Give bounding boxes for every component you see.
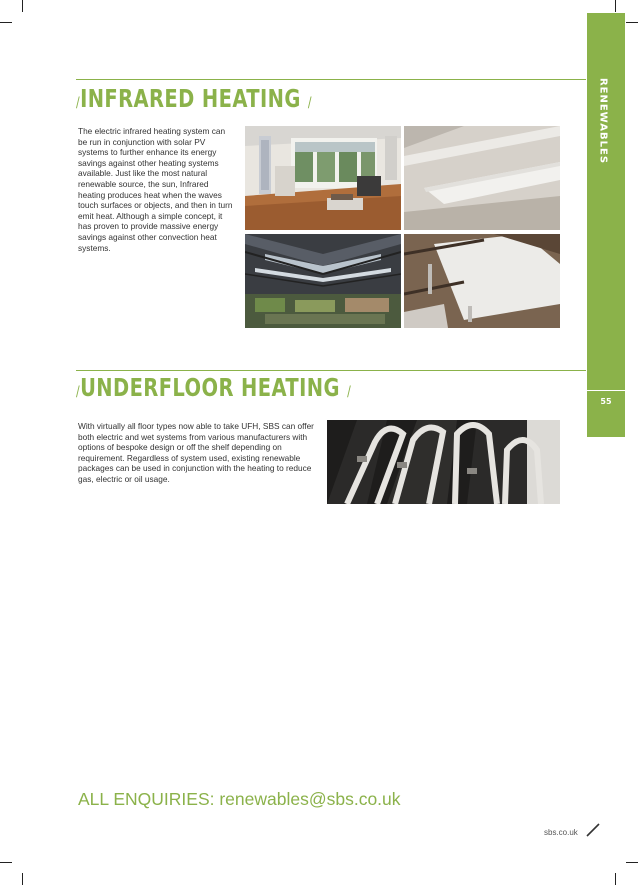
footer-slash-icon [585, 822, 601, 838]
heading-slash-left: / [76, 95, 81, 111]
infrared-ceiling-closeup-photo [404, 234, 560, 328]
crop-mark [615, 873, 616, 885]
infrared-heading [76, 84, 312, 113]
underfloor-pipe-photo [327, 420, 560, 504]
underfloor-heading-text: UNDERFLOOR HEATING [80, 373, 340, 402]
infrared-heading-text: INFRARED HEATING [80, 84, 301, 113]
infrared-ceiling-panel-photo [404, 126, 560, 230]
crop-mark [615, 0, 616, 12]
section-tab-label: RENEWABLES [597, 77, 609, 165]
crop-mark [626, 862, 638, 863]
infrared-conservatory-photo [245, 126, 401, 230]
footer-website: sbs.co.uk [544, 828, 578, 837]
infrared-body-text: The electric infrared heating system can be run in conjunction with solar PV systems to further enhance its energy savings against other heating systems available. Just like the most natural renewable source, the sun, Infrared heating produces heat when the waves touch surfaces or objects, and then in turn emit heat. Although a simple concept, it has proven to provide massive energy savings against other convection heat systems. [78, 126, 233, 253]
infrared-greenhouse-photo [245, 234, 401, 328]
underfloor-heading [76, 373, 351, 402]
crop-mark [22, 0, 23, 12]
underfloor-body-text: With virtually all floor types now able to take UFH, SBS can offer both electric and wet systems from various manufacturers with options of bespoke design or off the shelf depending on requirement. Regardless of system used, existing renewable packages can be used in conjunction with the heating to reduce gas, electric or oil usage. [78, 421, 314, 484]
infrared-section-rule [76, 79, 586, 80]
crop-mark [22, 873, 23, 885]
crop-mark [0, 862, 12, 863]
heading-slash-left: / [76, 384, 81, 400]
tab-divider [587, 390, 625, 391]
enquiries-contact: ALL ENQUIRIES: renewables@sbs.co.uk [78, 789, 401, 809]
crop-mark [626, 22, 638, 23]
crop-mark [0, 22, 12, 23]
heading-slash-right: / [307, 95, 312, 111]
page-number: 55 [600, 397, 612, 406]
heading-slash-right: / [347, 384, 352, 400]
underfloor-section-rule [76, 370, 586, 371]
